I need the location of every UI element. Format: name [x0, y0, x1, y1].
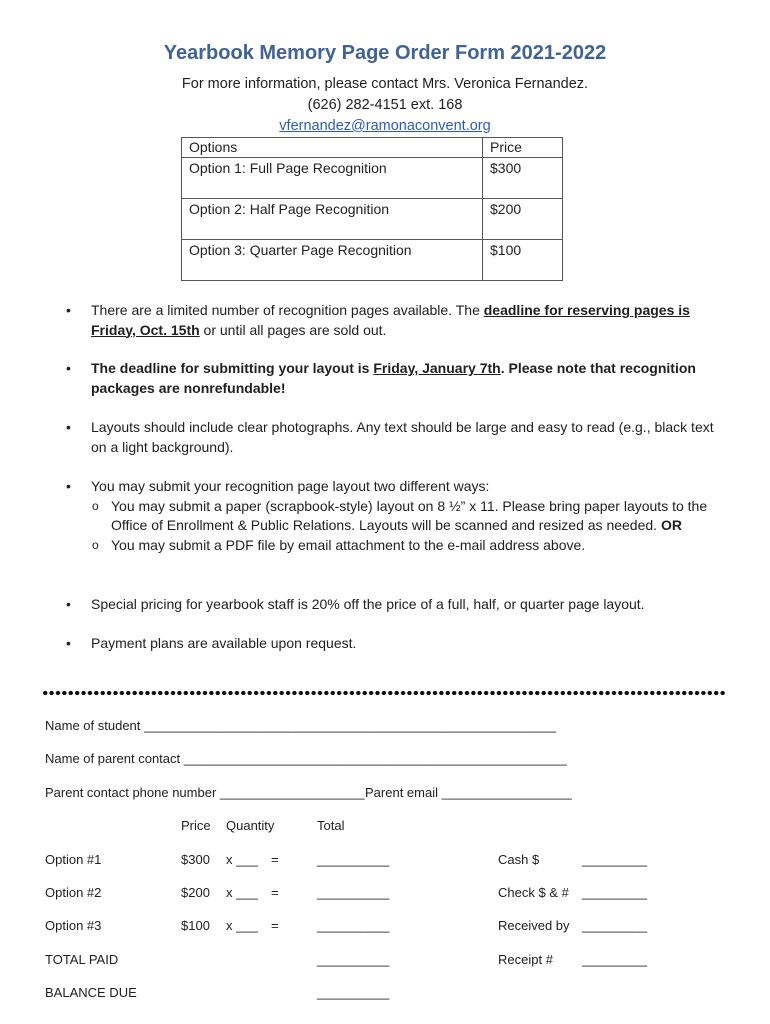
option-name: Option 1: Full Page Recognition [182, 158, 483, 199]
list-item [66, 595, 726, 615]
parent-email-field[interactable]: Parent email __________________ [365, 785, 572, 800]
total-field[interactable]: __________ [317, 885, 390, 900]
circle-bullet-icon: o [92, 498, 99, 513]
bullet-text: You may submit your recognition page layout two different ways: [91, 478, 490, 494]
table-row [182, 240, 563, 281]
receipt-label: Receipt # [498, 952, 553, 967]
layout-deadline: Friday, January 7th [373, 360, 501, 376]
column-price-label: Price [181, 818, 211, 833]
total-field[interactable]: __________ [317, 852, 390, 867]
reservation-deadline: deadline for reserving pages is Friday, Oct. 15th [91, 302, 690, 338]
payment-label: Received by [498, 918, 570, 933]
option-price: $100 [483, 240, 563, 281]
option-price: $100 [181, 918, 210, 933]
option-price: $200 [181, 885, 210, 900]
table-header-price: Price [483, 138, 563, 158]
bullet-text: You may submit a paper (scrapbook-style) layout on 8 ½” x 11. Please bring paper layouts to the Office of Enrollment & Public Relations. Layouts will be scanned and resized as needed. [111, 497, 708, 533]
list-item [66, 634, 726, 654]
options-table [181, 137, 563, 281]
total-paid-label: TOTAL PAID [45, 952, 119, 967]
quantity-field[interactable]: x ___ [226, 852, 258, 867]
cut-line-divider [42, 690, 726, 696]
table-row [182, 158, 563, 199]
sub-list-item [66, 497, 726, 536]
payment-field[interactable]: _________ [582, 852, 648, 867]
bullet-icon: • [66, 419, 71, 435]
option-label: Option #3 [45, 918, 102, 933]
bullet-text: . Please note that recognition packages are nonrefundable! [91, 360, 696, 396]
bullet-text: Layouts should include clear photographs. Any text should be large and easy to read (e.g., black text on a light background). [91, 419, 714, 455]
sub-list-item [66, 536, 726, 556]
column-quantity-label: Quantity [226, 818, 275, 833]
table-header-row [182, 138, 563, 158]
equals-sign: = [271, 918, 279, 933]
payment-label: Check $ & # [498, 885, 569, 900]
student-name-field[interactable]: Name of student _________________________________________________________ [45, 718, 557, 733]
bullet-text: Special pricing for yearbook staff is 20% off the price of a full, half, or quarter page layout. [91, 596, 645, 612]
bullet-text: Payment plans are available upon request. [91, 635, 357, 651]
payment-field[interactable]: _________ [582, 918, 648, 933]
option-price: $300 [483, 158, 563, 199]
list-item [66, 359, 726, 398]
bullet-text: You may submit a PDF file by email attachment to the e-mail address above. [111, 536, 586, 553]
list-item [66, 477, 726, 555]
total-paid-field[interactable]: __________ [317, 952, 390, 967]
list-item [66, 418, 726, 457]
contact-email-link[interactable]: vfernandez@ramonaconvent.org [279, 118, 491, 134]
balance-due-field[interactable]: __________ [317, 985, 390, 1000]
option-label: Option #1 [45, 852, 102, 867]
option-price: $200 [483, 199, 563, 240]
option-price: $300 [181, 852, 210, 867]
page-title: Yearbook Memory Page Order Form 2021-2022 [163, 42, 607, 64]
bullet-icon: • [66, 635, 71, 651]
bullet-icon: • [66, 478, 71, 494]
bullet-text: The deadline for submitting your layout is [91, 360, 374, 376]
bullet-text: There are a limited number of recognition pages available. The [91, 302, 484, 318]
column-total-label: Total [317, 818, 345, 833]
bullet-text: OR [660, 517, 682, 533]
parent-phone-field[interactable]: Parent contact phone number ____________________ [45, 785, 365, 800]
circle-bullet-icon: o [92, 537, 99, 552]
quantity-field[interactable]: x ___ [226, 885, 258, 900]
quantity-field[interactable]: x ___ [226, 918, 258, 933]
table-row [182, 199, 563, 240]
equals-sign: = [271, 852, 279, 867]
receipt-field[interactable]: _________ [582, 952, 648, 967]
table-header-options: Options [182, 138, 483, 158]
list-item [66, 301, 726, 340]
payment-field[interactable]: _________ [582, 885, 648, 900]
contact-line: For more information, please contact Mrs. Veronica Fernandez. [181, 76, 589, 92]
bullet-icon: • [66, 360, 71, 376]
option-name: Option 2: Half Page Recognition [182, 199, 483, 240]
equals-sign: = [271, 885, 279, 900]
option-name: Option 3: Quarter Page Recognition [182, 240, 483, 281]
bullet-icon: • [66, 302, 71, 318]
parent-name-field[interactable]: Name of parent contact _____________________________________________________ [45, 751, 567, 766]
balance-due-label: BALANCE DUE [45, 985, 137, 1000]
bullet-icon: • [66, 596, 71, 612]
contact-phone: (626) 282-4151 ext. 168 [307, 97, 463, 113]
payment-label: Cash $ [498, 852, 540, 867]
option-label: Option #2 [45, 885, 102, 900]
bullet-text: or until all pages are sold out. [199, 321, 387, 338]
total-field[interactable]: __________ [317, 918, 390, 933]
